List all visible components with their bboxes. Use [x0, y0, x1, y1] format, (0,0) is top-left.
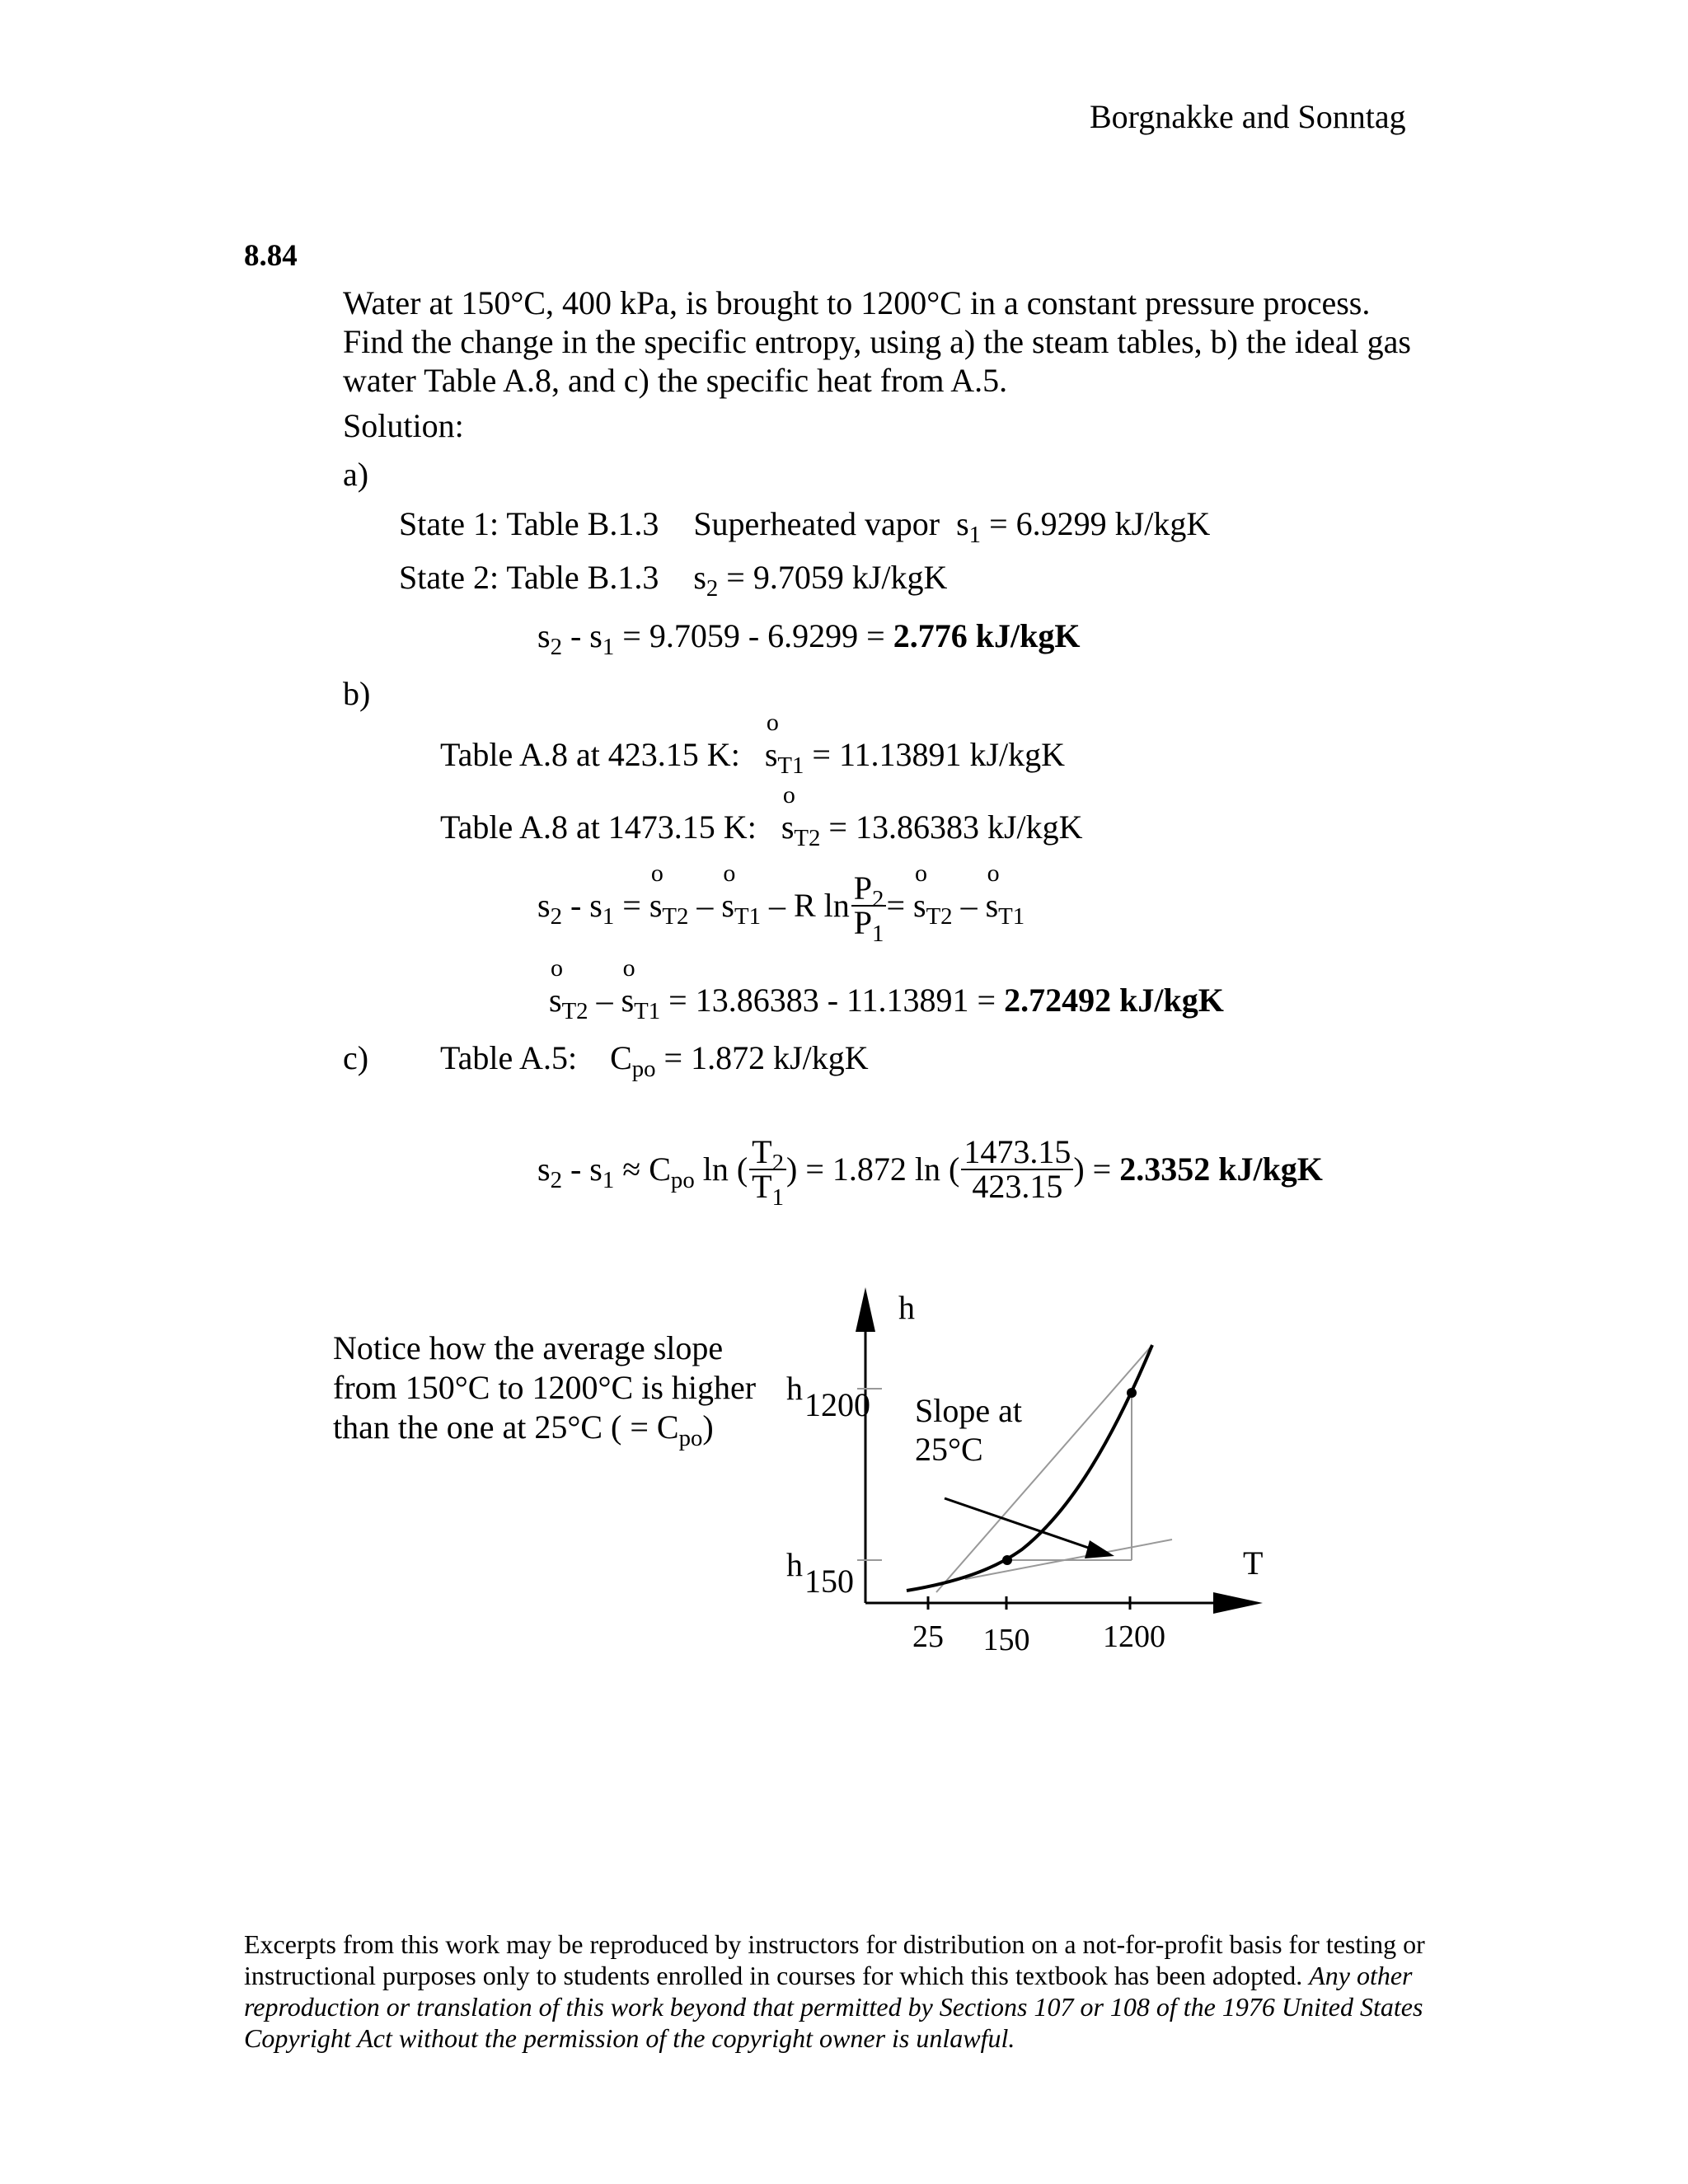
annotation-line-2: 25°C [915, 1431, 983, 1468]
annotation-line-1: Slope at [915, 1392, 1022, 1429]
part-b-table-t2: Table A.8 at 1473.15 K: s o $_{T2}$ = 13.86383 kJ/kgK [440, 781, 1083, 852]
header-authors: Borgnakke and Sonntag [1090, 98, 1406, 135]
problem-statement-line-2: Find the change in the specific entropy, using a) the steam tables, b) the ideal gas [343, 323, 1411, 360]
part-c-result: 2.3352 kJ/kgK [1119, 1151, 1323, 1188]
y-axis-arrow [856, 1287, 875, 1332]
part-c-table: Table A.5: $C_{po} = 1.872$ kJ/kgK [440, 1039, 869, 1083]
annotation-arrow-line [945, 1498, 1100, 1552]
solution-label: Solution: [343, 407, 464, 444]
part-b-table-t1: Table A.8 at 423.15 K: s o $_{T1}$ = 11.13891 kJ/kgK [440, 709, 1066, 780]
part-a-state1: State 1: Table B.1.3 Superheated vapor $s_1 = 6.9299$ kJ/kgK [399, 505, 1211, 549]
problem-number: 8.84 [244, 239, 298, 273]
x-tick-1200: 1200 [1103, 1619, 1165, 1654]
part-b-difference: s o $_{T2}$ – s o $_{T1}$ = 13.86383 - 11.13891 = 2.72492 kJ/kgK [549, 954, 1224, 1025]
h150-label: h [786, 1546, 803, 1583]
part-c-label: c) [343, 1039, 369, 1076]
x-tick-25: 25 [912, 1619, 944, 1654]
enthalpy-curve [907, 1345, 1152, 1591]
x-axis-label: T [1243, 1544, 1264, 1582]
point-1200C [1127, 1388, 1137, 1398]
part-c-equation: $s_2 - s_1 \approx C_{po}$ ln ( $\frac{T_2}{T_1}$ ) = 1.872 ln ( $\frac{1473.15}{423.15}$ ) = 2.3352 kJ/kgK [537, 1133, 1323, 1212]
problem-statement-line-1: Water at 150°C, 400 kPa, is brought to 1200°C in a constant pressure process. [343, 284, 1371, 321]
y-axis-label: h [898, 1289, 915, 1326]
secant-line [936, 1345, 1152, 1592]
h150-sub: 150 [804, 1563, 854, 1600]
note-line-2: from 150°C to 1200°C is higher [333, 1369, 757, 1406]
x-axis-arrow [1213, 1592, 1263, 1614]
part-a-result: 2.776 kJ/kgK [893, 617, 1081, 654]
part-a-state2: State 2: Table B.1.3 $s_2 = 9.7059$ kJ/kgK [399, 559, 948, 602]
point-150C [1002, 1555, 1012, 1565]
note-line-3: than the one at 25°C ( = $C_{po}$) [333, 1408, 714, 1452]
h1200-label: h [786, 1370, 803, 1407]
copyright-footer: Excerpts from this work may be reproduced by instructors for distribution on a not-for-profit basis for testing or instructional purposes only to students enrolled in courses for which this textbook has been adopted. Any other reproduction or translation of this work beyond that permitted by Sections 107 or 108 of the 1976 United States Copyright Act without the permission of the copyright owner is unlawful. [244, 1929, 1425, 2053]
note-line-1: Notice how the average slope [333, 1329, 724, 1366]
x-tick-150: 150 [982, 1623, 1030, 1657]
part-a-label: a) [343, 456, 369, 493]
part-b-result: 2.72492 kJ/kgK [1004, 982, 1224, 1019]
annotation-arrow-head [1085, 1540, 1114, 1558]
h1200-sub: 1200 [804, 1386, 870, 1423]
part-b-entropy-equation: $s_2 - s_1 = s$ o $_{T2}$ – s o $_{T1}$ – R ln $\frac{P_2}{P_1}$ = s o $_{T2}$ – s o $_{T1}$ [537, 860, 1025, 948]
problem-statement-line-3: water Table A.8, and c) the specific heat from A.5. [343, 362, 1008, 399]
part-a-difference: $s_2 - s_1 = 9.7059 - 6.9299 = 2.776$ kJ/kgK [537, 617, 1081, 661]
part-b-label: b) [343, 675, 371, 712]
enthalpy-temperature-sketch [775, 1277, 1286, 1665]
